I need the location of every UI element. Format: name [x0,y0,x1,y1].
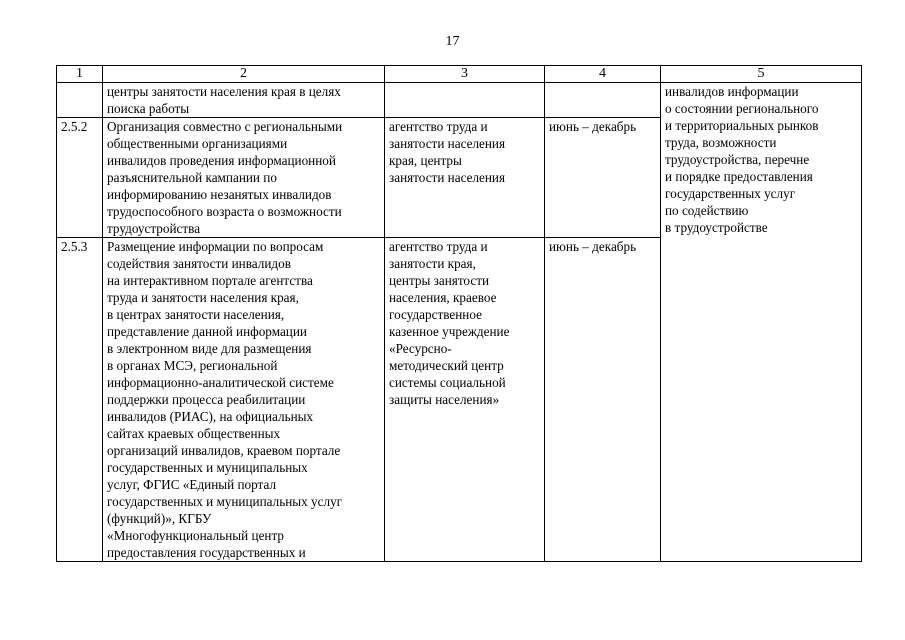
row-period-cell [545,83,661,118]
row-event-cell [103,83,385,118]
row-num-cell [57,83,103,118]
table-header-row [57,66,862,83]
event-text: центры занятости населения края в целях поиска работы [107,84,341,116]
executor-text: агентство труда и занятости населения края, центры занятости населения [389,119,506,185]
column-header-num: 1 [57,66,103,83]
row-num-cell: 2.5.3 [57,238,103,562]
row-event-cell [103,118,385,238]
row-executor-cell [385,118,545,238]
event-text: Размещение информации по вопросам содействия занятости инвалидов на интерактивном портале агентства труда и занятости населения края, в центрах занятости населения, представление данной информации в электронном виде для размещения в органах МСЭ, региональной информационно-аналитической системе поддержки процесса реабилитации инвалидов (РИАС), на официальных сайтах краевых общественных организаций инвалидов, краевом портале государственных и муниципальных услуг, ФГИС «Единый портал государственных и муниципальных услуг (функций)», КГБУ «Многофункциональный центр предоставления государственных и [107,239,343,560]
column-header-period: 4 [545,66,661,83]
column-header-executor: 3 [385,66,545,83]
measures-table [56,65,862,562]
executor-text: агентство труда и занятости края, центры занятости населения, краевое государственное казенное учреждение «Ресурсно- методический центр системы социальной защиты населения» [389,239,510,407]
column-header-result: 5 [661,66,862,83]
row-period-cell: июнь – декабрь [545,118,661,238]
row-executor-cell [385,238,545,562]
result-text: инвалидов информации о состоянии регионального и территориальных рынков труда, возможности трудоустройства, перечне и порядке предоставления государственных услуг по содействию в трудоустройстве [665,84,819,235]
row-event-cell [103,238,385,562]
row-num-cell: 2.5.2 [57,118,103,238]
row-period-cell: июнь – декабрь [545,238,661,562]
row-executor-cell [385,83,545,118]
page-number: 17 [445,34,460,49]
table-row-continuation [57,83,862,118]
result-cell [661,83,862,562]
column-header-event: 2 [103,66,385,83]
event-text: Организация совместно с региональными общественными организациями инвалидов проведения информационной разъяснительной кампании по информированию незанятых инвалидов трудоспособного возраста о возможности трудоустройства [107,119,343,236]
